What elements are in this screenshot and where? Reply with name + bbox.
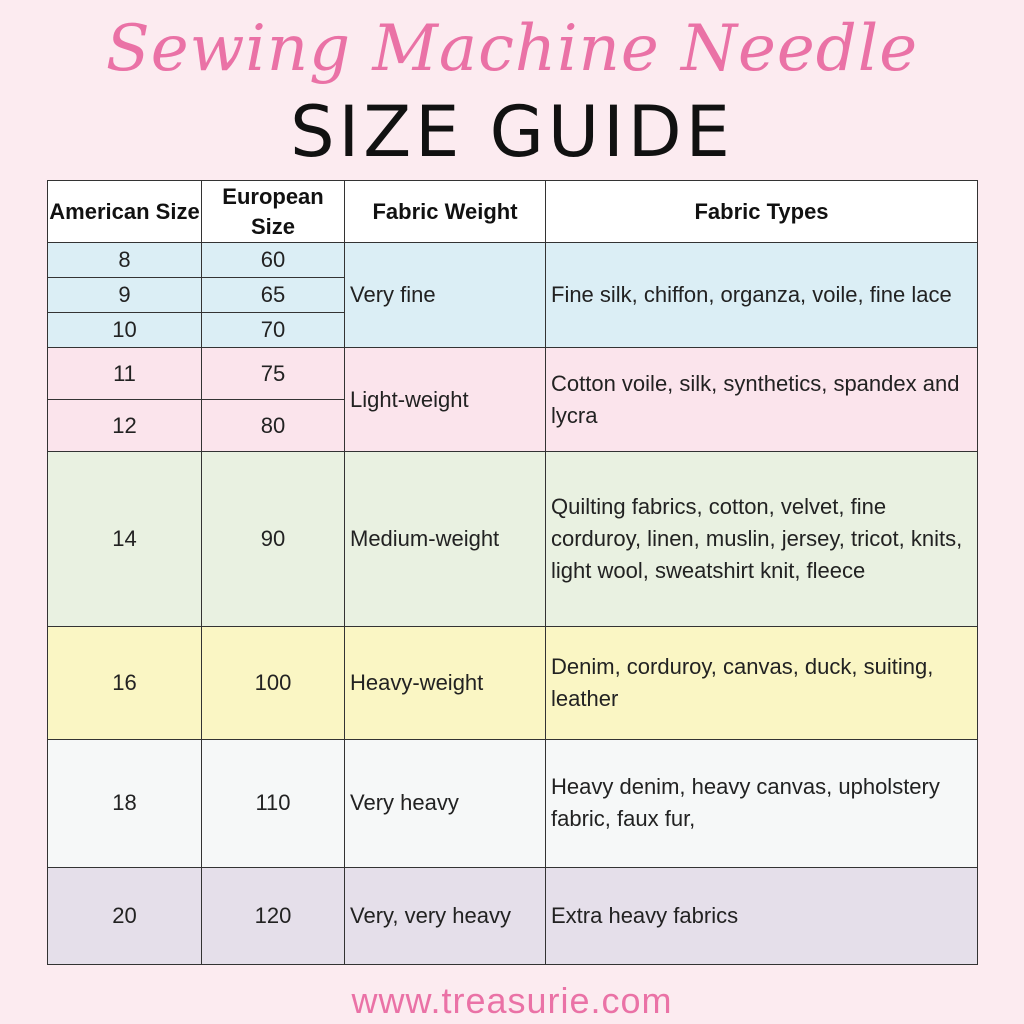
- needle-size-table: [47, 180, 978, 965]
- fabric-types-cell: Extra heavy fabrics: [546, 867, 978, 964]
- fabric-types-cell: Quilting fabrics, cotton, velvet, fine corduroy, linen, muslin, jersey, tricot, knits, light wool, sweatshirt knit, fleece: [546, 452, 978, 626]
- european-size-cell: 90: [202, 452, 345, 626]
- table-row: [48, 867, 978, 964]
- title-script: Sewing Machine Needle: [105, 12, 919, 86]
- fabric-weight-cell: Very heavy: [345, 739, 546, 867]
- american-size-cell: 20: [48, 867, 202, 964]
- european-size-cell: 100: [202, 626, 345, 739]
- fabric-types-cell: Cotton voile, silk, synthetics, spandex and lycra: [546, 348, 978, 452]
- fabric-types-cell: Fine silk, chiffon, organza, voile, fine lace: [546, 243, 978, 348]
- american-size-cell: 8: [48, 243, 202, 278]
- header-european-size: European Size: [202, 181, 345, 243]
- european-size-cell: 110: [202, 739, 345, 867]
- fabric-weight-cell: Very, very heavy: [345, 867, 546, 964]
- european-size-cell: 120: [202, 867, 345, 964]
- european-size-cell: 80: [202, 400, 345, 452]
- european-size-cell: 60: [202, 243, 345, 278]
- european-size-cell: 75: [202, 348, 345, 400]
- page-title: SIZE GUIDE: [290, 91, 734, 173]
- fabric-weight-cell: Very fine: [345, 243, 546, 348]
- fabric-weight-cell: Heavy-weight: [345, 626, 546, 739]
- american-size-cell: 18: [48, 739, 202, 867]
- table-row: [48, 739, 978, 867]
- american-size-cell: 9: [48, 278, 202, 313]
- table-header-row: [48, 181, 978, 243]
- table-row: [48, 452, 978, 626]
- fabric-weight-cell: Light-weight: [345, 348, 546, 452]
- fabric-types-cell: Denim, corduroy, canvas, duck, suiting, leather: [546, 626, 978, 739]
- table-row: [48, 348, 978, 400]
- header-fabric-types: Fabric Types: [546, 181, 978, 243]
- fabric-types-cell: Heavy denim, heavy canvas, upholstery fabric, faux fur,: [546, 739, 978, 867]
- american-size-cell: 11: [48, 348, 202, 400]
- table-row: [48, 243, 978, 278]
- american-size-cell: 12: [48, 400, 202, 452]
- american-size-cell: 16: [48, 626, 202, 739]
- header-fabric-weight: Fabric Weight: [345, 181, 546, 243]
- header-american-size: American Size: [48, 181, 202, 243]
- european-size-cell: 65: [202, 278, 345, 313]
- table-row: [48, 626, 978, 739]
- american-size-cell: 14: [48, 452, 202, 626]
- fabric-weight-cell: Medium-weight: [345, 452, 546, 626]
- website-url: www.treasurie.com: [351, 980, 673, 1021]
- american-size-cell: 10: [48, 313, 202, 348]
- european-size-cell: 70: [202, 313, 345, 348]
